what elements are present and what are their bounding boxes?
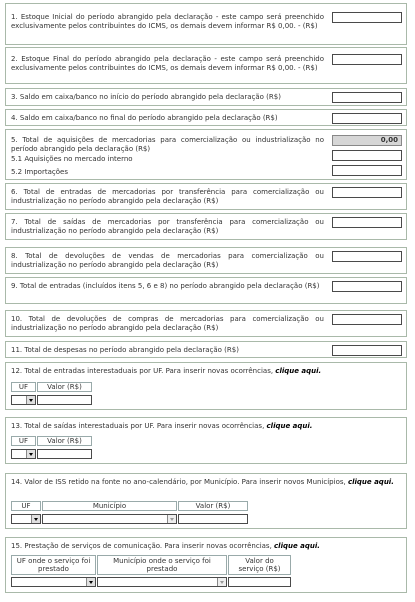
chevron-down-icon[interactable] (31, 515, 40, 523)
item-2-section (5, 47, 407, 84)
uf-column-header: UF (11, 501, 41, 511)
uf-column-header: UF (11, 436, 36, 446)
item-11-label: 11. Total de despesas no período abrangido pela declaração (R$) (11, 346, 239, 354)
item-3-section (5, 88, 407, 106)
item-9-label: 9. Total de entradas (incluídos itens 5, 6 e 8) no período abrangido pela declaração (R$) (11, 282, 320, 290)
item-11-section (5, 341, 407, 358)
item-14-add-link[interactable]: clique aqui. (347, 478, 394, 486)
item-5-1-label: 5.1 Aquisições no mercado interno (11, 155, 133, 163)
item-5-section (5, 129, 407, 180)
valor-column-header: Valor (R$) (178, 501, 248, 511)
municipio-column-header: Município onde o serviço foi prestado (97, 555, 227, 575)
aquisicoes-mercado-interno-input[interactable] (332, 150, 402, 161)
valor-input[interactable] (178, 514, 248, 524)
item-7-label: 7. Total de saídas de mercadorias por transferência para comercialização ou industrialização no período abrangido pela declaração (R$) (11, 218, 324, 235)
item-12-add-link[interactable]: clique aqui. (275, 367, 322, 375)
item-15-section (5, 537, 407, 593)
valor-input[interactable] (228, 577, 291, 587)
valor-column-header: Valor do serviço (R$) (228, 555, 291, 575)
item-6-section (5, 183, 407, 210)
uf-select[interactable] (11, 449, 36, 459)
uf-select[interactable] (11, 577, 96, 587)
item-1-label: 1. Estoque Inicial do período abrangido pela declaração - este campo será preenchido exclusivamente pelos contribuintes do ICMS, os demais devem informar R$ 0,00. - (R$) (11, 13, 324, 30)
item-12-label: 12. Total de entradas interestaduais por UF. Para inserir novas ocorrências, clique aqui. (11, 367, 322, 375)
item-15-label: 15. Prestação de serviços de comunicação. Para inserir novas ocorrências, clique aqui. (11, 542, 320, 550)
estoque-inicial-input[interactable] (332, 12, 402, 23)
item-5-2-label: 5.2 Importações (11, 168, 68, 176)
devolucoes-compras-input[interactable] (332, 314, 402, 325)
saldo-inicio-input[interactable] (332, 92, 402, 103)
devolucoes-vendas-input[interactable] (332, 251, 402, 262)
item-12-section (5, 362, 407, 410)
item-10-section (5, 310, 407, 337)
item-9-section (5, 277, 407, 304)
estoque-final-input[interactable] (332, 54, 402, 65)
item-2-label: 2. Estoque Final do período abrangido pela declaração - este campo será preenchido exclusivamente pelos contribuintes do ICMS, os demais devem informar R$ 0,00. - (R$) (11, 55, 324, 72)
item-4-section (5, 109, 407, 126)
item-6-label: 6. Total de entradas de mercadorias por transferência para comercialização ou industrialização no período abrangido pela declaração (R$) (11, 188, 324, 205)
municipio-select[interactable] (97, 577, 227, 587)
saidas-transferencia-input[interactable] (332, 217, 402, 228)
total-despesas-input[interactable] (332, 345, 402, 356)
entradas-transferencia-input[interactable] (332, 187, 402, 198)
item-1-section (5, 3, 407, 45)
valor-input[interactable] (37, 395, 92, 405)
chevron-down-icon[interactable] (167, 515, 176, 523)
uf-column-header: UF (11, 382, 36, 392)
item-13-label: 13. Total de saídas interestaduais por UF. Para inserir novas ocorrências, clique aqui. (11, 422, 313, 430)
municipio-select[interactable] (42, 514, 177, 524)
valor-column-header: Valor (R$) (37, 436, 92, 446)
item-10-label: 10. Total de devoluções de compras de mercadorias para comercialização ou industrialização no período abrangido pela declaração (R$) (11, 315, 324, 332)
chevron-down-icon[interactable] (217, 578, 226, 586)
total-aquisicoes-value: 0,00 (332, 135, 402, 146)
item-7-section (5, 213, 407, 240)
item-5-label: 5. Total de aquisições de mercadorias para comercialização ou industrialização no período abrangido pela declaração (R$) (11, 136, 324, 153)
item-13-add-link[interactable]: clique aqui. (266, 422, 313, 430)
uf-select[interactable] (11, 514, 41, 524)
valor-column-header: Valor (R$) (37, 382, 92, 392)
municipio-column-header: Município (42, 501, 177, 511)
item-14-section (5, 473, 407, 529)
chevron-down-icon[interactable] (26, 396, 35, 404)
total-entradas-input[interactable] (332, 281, 402, 292)
chevron-down-icon[interactable] (86, 578, 95, 586)
item-4-label: 4. Saldo em caixa/banco no final do período abrangido pela declaração (R$) (11, 114, 278, 122)
uf-column-header: UF onde o serviço foi prestado (11, 555, 96, 575)
item-3-label: 3. Saldo em caixa/banco no início do período abrangido pela declaração (R$) (11, 93, 281, 101)
importacoes-input[interactable] (332, 165, 402, 176)
valor-input[interactable] (37, 449, 92, 459)
saldo-final-input[interactable] (332, 113, 402, 124)
uf-select[interactable] (11, 395, 36, 405)
item-8-section (5, 247, 407, 274)
item-8-label: 8. Total de devoluções de vendas de mercadorias para comercialização ou industrialização no período abrangido pela declaração (R$) (11, 252, 324, 269)
item-13-section (5, 417, 407, 464)
chevron-down-icon[interactable] (26, 450, 35, 458)
item-15-add-link[interactable]: clique aqui. (274, 542, 320, 550)
item-14-label: 14. Valor de ISS retido na fonte no ano-calendário, por Município. Para inserir novos Municípios, clique aqui. (11, 478, 394, 486)
